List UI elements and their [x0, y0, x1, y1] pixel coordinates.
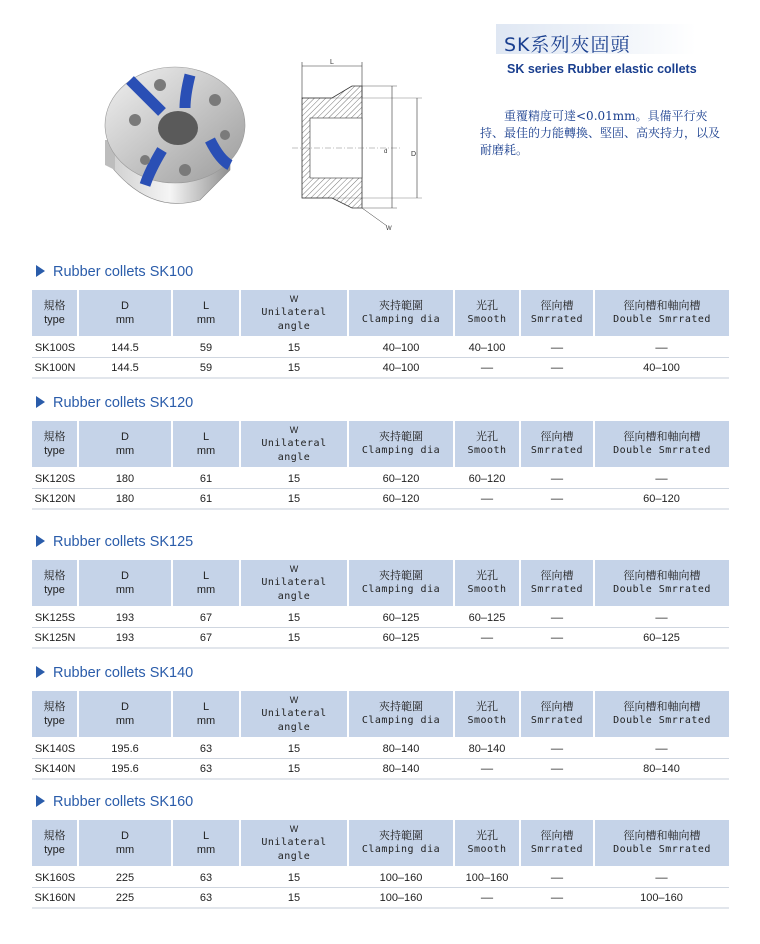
- table-cell: 61: [172, 468, 240, 489]
- table-cell: 61: [172, 489, 240, 510]
- table-cell: 60–120: [348, 468, 454, 489]
- column-header-primary: 徑向槽和軸向槽: [623, 431, 701, 443]
- column-header-primary: 規格: [43, 300, 66, 312]
- column-header: [78, 290, 172, 337]
- table-cell: 15: [240, 607, 348, 628]
- table-cell: SK100S: [32, 337, 78, 358]
- table-cell: 193: [78, 607, 172, 628]
- column-header-primary: W: [289, 695, 299, 705]
- column-header: [78, 560, 172, 607]
- table-cell: ––: [520, 888, 594, 909]
- table-cell: 63: [172, 888, 240, 909]
- dim-label-L: L: [330, 59, 334, 66]
- collet-product-image: [90, 50, 250, 220]
- column-header: [32, 560, 78, 607]
- column-header-primary: L: [202, 300, 210, 312]
- table-cell: 195.6: [78, 759, 172, 780]
- column-header-primary: 徑向槽和軸向槽: [623, 570, 701, 582]
- column-header-secondary: mm: [115, 445, 135, 457]
- spec-table: [32, 820, 729, 909]
- table-cell: SK120S: [32, 468, 78, 489]
- column-header: [348, 421, 454, 468]
- page-subtitle: SK series Rubber elastic collets: [507, 62, 697, 76]
- table-row: [32, 738, 729, 759]
- table-cell: 80–140: [454, 738, 520, 759]
- column-header-primary: 徑向槽: [540, 431, 574, 443]
- column-header-secondary: Double Smrrated: [613, 844, 711, 855]
- section-heading: [36, 665, 193, 681]
- column-header-secondary: Clamping dia: [361, 844, 441, 855]
- table-cell: ––: [454, 489, 520, 510]
- table-cell: SK160S: [32, 867, 78, 888]
- technical-drawing: [292, 58, 442, 233]
- column-header-primary: 光孔: [476, 570, 498, 582]
- table-cell: 60–120: [454, 468, 520, 489]
- column-header-secondary: Smooth: [467, 445, 507, 456]
- table-row: [32, 607, 729, 628]
- table-row: [32, 888, 729, 909]
- triangle-bullet-icon: [36, 265, 45, 277]
- table-cell: 193: [78, 628, 172, 649]
- dim-label-W: W: [386, 226, 392, 232]
- table-row: [32, 489, 729, 510]
- section-title: Rubber collets SK100: [53, 264, 194, 280]
- table-cell: ––: [454, 628, 520, 649]
- table-cell: 15: [240, 358, 348, 379]
- triangle-bullet-icon: [36, 396, 45, 408]
- table-cell: 195.6: [78, 738, 172, 759]
- section-heading: [36, 794, 193, 810]
- table-cell: ––: [520, 468, 594, 489]
- column-header: [594, 560, 729, 607]
- column-header-secondary: Smrrated: [530, 584, 584, 595]
- column-header-primary: 徑向槽和軸向槽: [623, 300, 701, 312]
- table-cell: 180: [78, 489, 172, 510]
- column-header: [172, 290, 240, 337]
- section-heading: [36, 534, 193, 550]
- column-header-secondary: Smooth: [467, 844, 507, 855]
- column-header: [348, 691, 454, 738]
- column-header: [32, 691, 78, 738]
- column-header-secondary: type: [44, 844, 65, 856]
- table-cell: 80–140: [348, 759, 454, 780]
- column-header-primary: 光孔: [476, 830, 498, 842]
- table-cell: 80–140: [594, 759, 729, 780]
- table-cell: ––: [520, 358, 594, 379]
- column-header-secondary: Clamping dia: [361, 445, 441, 456]
- table-cell: ––: [454, 358, 520, 379]
- column-header-secondary: Smooth: [467, 584, 507, 595]
- spec-table: [32, 560, 729, 649]
- column-header-tertiary: angle: [277, 591, 311, 602]
- column-header: [240, 560, 348, 607]
- table-cell: ––: [594, 468, 729, 489]
- table-cell: 59: [172, 337, 240, 358]
- table-cell: ––: [454, 759, 520, 780]
- section-title: Rubber collets SK120: [53, 395, 194, 411]
- table-cell: ––: [520, 738, 594, 759]
- column-header-secondary: Clamping dia: [361, 584, 441, 595]
- table-cell: 15: [240, 337, 348, 358]
- column-header-primary: 夾持範圍: [379, 300, 423, 312]
- spec-table: [32, 421, 729, 510]
- column-header-primary: 徑向槽和軸向槽: [623, 830, 701, 842]
- triangle-bullet-icon: [36, 535, 45, 547]
- column-header: [172, 560, 240, 607]
- column-header-primary: W: [289, 425, 299, 435]
- table-cell: 225: [78, 888, 172, 909]
- table-cell: 63: [172, 867, 240, 888]
- table-row: [32, 628, 729, 649]
- column-header-secondary: type: [44, 445, 65, 457]
- table-row: [32, 358, 729, 379]
- column-header-secondary: Clamping dia: [361, 715, 441, 726]
- table-cell: 15: [240, 738, 348, 759]
- table-cell: SK140S: [32, 738, 78, 759]
- column-header-primary: L: [202, 570, 210, 582]
- column-header-primary: 光孔: [476, 300, 498, 312]
- column-header: [454, 421, 520, 468]
- table-cell: 225: [78, 867, 172, 888]
- table-cell: ––: [520, 759, 594, 780]
- column-header: [520, 820, 594, 867]
- column-header: [172, 820, 240, 867]
- table-cell: SK120N: [32, 489, 78, 510]
- column-header-secondary: Unilateral: [261, 307, 327, 318]
- table-cell: 15: [240, 468, 348, 489]
- column-header-secondary: Smrrated: [530, 445, 584, 456]
- page-title: SK系列夾固頭: [504, 34, 631, 56]
- column-header-secondary: mm: [196, 314, 216, 326]
- column-header-secondary: Double Smrrated: [613, 715, 711, 726]
- column-header-secondary: Clamping dia: [361, 314, 441, 325]
- column-header: [454, 820, 520, 867]
- column-header-secondary: type: [44, 715, 65, 727]
- column-header: [172, 691, 240, 738]
- column-header-secondary: Smrrated: [530, 844, 584, 855]
- table-cell: 40–100: [454, 337, 520, 358]
- column-header-primary: 徑向槽: [540, 830, 574, 842]
- column-header-primary: 徑向槽: [540, 570, 574, 582]
- column-header-primary: 規格: [43, 431, 66, 443]
- column-header-primary: 規格: [43, 570, 66, 582]
- column-header-secondary: Double Smrrated: [613, 445, 711, 456]
- table-cell: 60–120: [348, 489, 454, 510]
- table-cell: 180: [78, 468, 172, 489]
- column-header: [454, 691, 520, 738]
- column-header-primary: W: [289, 564, 299, 574]
- column-header-secondary: mm: [115, 584, 135, 596]
- column-header-secondary: mm: [196, 844, 216, 856]
- column-header-primary: 徑向槽: [540, 300, 574, 312]
- table-cell: 100–160: [454, 867, 520, 888]
- column-header-secondary: Smooth: [467, 715, 507, 726]
- table-cell: ––: [594, 867, 729, 888]
- column-header-primary: W: [289, 824, 299, 834]
- table-cell: SK125S: [32, 607, 78, 628]
- table-row: [32, 468, 729, 489]
- column-header: [240, 691, 348, 738]
- table-cell: ––: [594, 607, 729, 628]
- column-header: [32, 820, 78, 867]
- table-cell: SK100N: [32, 358, 78, 379]
- table-cell: ––: [594, 738, 729, 759]
- table-cell: ––: [520, 489, 594, 510]
- dim-label-d: d: [384, 149, 388, 155]
- column-header-primary: D: [121, 701, 129, 713]
- column-header: [348, 560, 454, 607]
- table-cell: ––: [520, 867, 594, 888]
- column-header-secondary: Smooth: [467, 314, 507, 325]
- column-header-secondary: Unilateral: [261, 438, 327, 449]
- table-cell: 59: [172, 358, 240, 379]
- table-cell: 100–160: [348, 888, 454, 909]
- column-header-primary: D: [121, 300, 129, 312]
- column-header: [348, 820, 454, 867]
- table-cell: 144.5: [78, 337, 172, 358]
- table-cell: 67: [172, 628, 240, 649]
- table-cell: 63: [172, 759, 240, 780]
- column-header: [78, 691, 172, 738]
- column-header-primary: 徑向槽: [540, 701, 574, 713]
- column-header-primary: W: [289, 294, 299, 304]
- column-header-primary: 光孔: [476, 431, 498, 443]
- table-cell: ––: [520, 607, 594, 628]
- table-cell: ––: [520, 337, 594, 358]
- table-cell: 80–140: [348, 738, 454, 759]
- spec-table: [32, 691, 729, 780]
- column-header: [454, 290, 520, 337]
- column-header: [594, 421, 729, 468]
- table-cell: 67: [172, 607, 240, 628]
- table-cell: 60–120: [594, 489, 729, 510]
- section-heading: [36, 264, 193, 280]
- column-header-primary: 夾持範圍: [379, 830, 423, 842]
- table-cell: 15: [240, 759, 348, 780]
- product-description: 重覆精度可達<0.01mm。具備平行夾持、最佳的力能轉換、堅固、高夾持力，以及耐磨耗。: [480, 109, 721, 157]
- column-header-secondary: type: [44, 584, 65, 596]
- section-heading: [36, 395, 193, 411]
- column-header-secondary: mm: [115, 314, 135, 326]
- table-cell: 40–100: [348, 337, 454, 358]
- column-header: [172, 421, 240, 468]
- triangle-bullet-icon: [36, 795, 45, 807]
- column-header: [454, 560, 520, 607]
- table-cell: 60–125: [594, 628, 729, 649]
- column-header-primary: D: [121, 431, 129, 443]
- column-header-tertiary: angle: [277, 321, 311, 332]
- table-cell: 15: [240, 628, 348, 649]
- table-cell: 144.5: [78, 358, 172, 379]
- column-header: [32, 421, 78, 468]
- column-header-secondary: Double Smrrated: [613, 314, 711, 325]
- column-header-secondary: mm: [196, 715, 216, 727]
- table-cell: 60–125: [348, 628, 454, 649]
- table-cell: SK125N: [32, 628, 78, 649]
- column-header: [240, 421, 348, 468]
- column-header-secondary: Unilateral: [261, 708, 327, 719]
- column-header-primary: 夾持範圍: [379, 431, 423, 443]
- column-header: [520, 421, 594, 468]
- column-header-secondary: Unilateral: [261, 837, 327, 848]
- column-header-tertiary: angle: [277, 452, 311, 463]
- table-cell: 100–160: [348, 867, 454, 888]
- column-header-tertiary: angle: [277, 851, 311, 862]
- column-header: [348, 290, 454, 337]
- column-header-secondary: mm: [115, 715, 135, 727]
- column-header-primary: 夾持範圍: [379, 701, 423, 713]
- column-header: [520, 691, 594, 738]
- table-cell: SK140N: [32, 759, 78, 780]
- table-cell: 40–100: [348, 358, 454, 379]
- table-cell: ––: [520, 628, 594, 649]
- section-title: Rubber collets SK140: [53, 665, 194, 681]
- table-cell: 40–100: [594, 358, 729, 379]
- column-header-secondary: Unilateral: [261, 577, 327, 588]
- column-header-primary: L: [202, 701, 210, 713]
- table-cell: ––: [594, 337, 729, 358]
- column-header-secondary: type: [44, 314, 65, 326]
- table-cell: 60–125: [348, 607, 454, 628]
- column-header: [78, 421, 172, 468]
- table-row: [32, 867, 729, 888]
- column-header-secondary: Smrrated: [530, 314, 584, 325]
- column-header-primary: 規格: [43, 830, 66, 842]
- column-header-primary: 夾持範圍: [379, 570, 423, 582]
- column-header: [240, 290, 348, 337]
- triangle-bullet-icon: [36, 666, 45, 678]
- column-header: [520, 290, 594, 337]
- column-header-secondary: mm: [196, 445, 216, 457]
- column-header-primary: 徑向槽和軸向槽: [623, 701, 701, 713]
- table-row: [32, 337, 729, 358]
- dim-label-D: D: [411, 151, 417, 158]
- table-cell: 63: [172, 738, 240, 759]
- column-header: [240, 820, 348, 867]
- table-cell: 15: [240, 867, 348, 888]
- column-header: [594, 820, 729, 867]
- column-header-primary: D: [121, 570, 129, 582]
- column-header: [594, 691, 729, 738]
- column-header-primary: L: [202, 431, 210, 443]
- column-header-secondary: Double Smrrated: [613, 584, 711, 595]
- column-header: [594, 290, 729, 337]
- column-header-primary: L: [202, 830, 210, 842]
- column-header-secondary: mm: [115, 844, 135, 856]
- table-cell: 15: [240, 888, 348, 909]
- column-header: [520, 560, 594, 607]
- table-row: [32, 759, 729, 780]
- column-header-primary: 光孔: [476, 701, 498, 713]
- column-header-secondary: mm: [196, 584, 216, 596]
- column-header: [32, 290, 78, 337]
- column-header-secondary: Smrrated: [530, 715, 584, 726]
- table-cell: 15: [240, 489, 348, 510]
- column-header-primary: 規格: [43, 701, 66, 713]
- column-header: [78, 820, 172, 867]
- column-header-primary: D: [121, 830, 129, 842]
- table-cell: ––: [454, 888, 520, 909]
- column-header-tertiary: angle: [277, 722, 311, 733]
- section-title: Rubber collets SK160: [53, 794, 194, 810]
- section-title: Rubber collets SK125: [53, 534, 194, 550]
- spec-table: [32, 290, 729, 379]
- table-cell: 60–125: [454, 607, 520, 628]
- table-cell: 100–160: [594, 888, 729, 909]
- table-cell: SK160N: [32, 888, 78, 909]
